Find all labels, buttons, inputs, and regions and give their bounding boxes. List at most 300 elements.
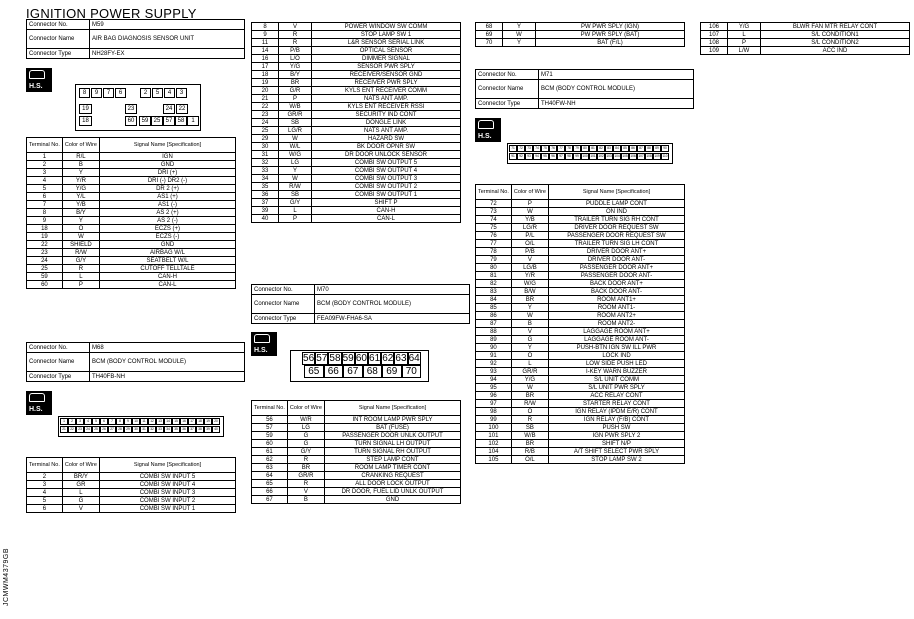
m70-signal-table: Terminal No. Color of Wire Signal Name [Specification] 56 W/R INT ROOM LAMP PWR SPLY 57 LG BAT (FUSE) 59 G PASSENGER DOOR UNLK OUTPUT 60 G TURN SIGNAL LH OUTPUT 61 G/Y TURN SIGNAL RH OUTPUT 62 R STEP LAMP CONT 63 BR ROOM LAMP TIMER CONT 64 GR/R CRANKING REQUEST 65 R ALL DOOR LOCK OUTPUT 66 V DR DOOR, FUEL LID UNLK OUTPUT 67 B GND bbox=[251, 400, 461, 504]
connector-pin: 59 bbox=[342, 353, 354, 364]
m68-signal-table-cont bbox=[251, 22, 461, 223]
wire-color-cell: GR bbox=[62, 481, 99, 489]
table-row bbox=[476, 248, 685, 256]
table-row bbox=[252, 79, 461, 87]
connector-pin: 97 bbox=[557, 153, 565, 160]
connector-pin: 79 bbox=[573, 145, 581, 152]
signal-name-cell: COMBI SW INPUT 2 bbox=[99, 497, 235, 505]
terminal-cell: 94 bbox=[476, 376, 512, 384]
terminal-cell: 4 bbox=[27, 489, 63, 497]
connector-pin: 92 bbox=[517, 153, 525, 160]
table-row bbox=[476, 296, 685, 304]
signal-name-cell: DRI (-) DR2 (-) bbox=[99, 177, 235, 185]
signal-name-cell: PUDDLE LAMP CONT bbox=[548, 200, 684, 208]
terminal-cell: 56 bbox=[252, 416, 288, 424]
signal-name-cell: KYLS ENT RECEIVER RSSI bbox=[312, 103, 461, 111]
connector-pin: 31 bbox=[140, 426, 148, 433]
signal-name-cell: AIRBAG W/L bbox=[99, 249, 235, 257]
signal-name-cell: GND bbox=[324, 496, 460, 504]
table-row bbox=[476, 432, 685, 440]
table-row bbox=[252, 488, 461, 496]
wire-color-cell: R bbox=[279, 39, 312, 47]
table-row bbox=[476, 312, 685, 320]
table-row bbox=[252, 199, 461, 207]
signal-name-cell: BAT (FUSE) bbox=[324, 424, 460, 432]
wire-color-cell: SHIELD bbox=[62, 241, 99, 249]
harness-side-icon: H.S. bbox=[26, 68, 52, 92]
signal-name-cell: LAGGAGE ROOM ANT+ bbox=[548, 328, 684, 336]
connector-pin: 7 bbox=[103, 88, 114, 98]
wire-color-cell: L bbox=[62, 273, 99, 281]
connector-pin: 36 bbox=[180, 426, 188, 433]
connector-pin: 19 bbox=[204, 418, 212, 425]
table-row bbox=[27, 273, 236, 281]
terminal-cell: 62 bbox=[252, 456, 288, 464]
connector-pin: 9 bbox=[124, 418, 132, 425]
signal-name-cell: A/T SHIFT SELECT PWR SPLY bbox=[548, 448, 684, 456]
connector-pin: 57 bbox=[163, 116, 175, 126]
m71-connector-info: Connector No. M71 Connector Name BCM (BODY CONTROL MODULE) Connector Type TH40FW-NH bbox=[475, 69, 694, 109]
signal-name-cell: SENSOR PWR SPLY bbox=[312, 63, 461, 71]
table-row bbox=[476, 200, 685, 208]
table-row bbox=[27, 497, 236, 505]
wire-color-cell: R/W bbox=[511, 400, 548, 408]
wire-color-cell: BR/Y bbox=[62, 473, 99, 481]
connector-pin: 65 bbox=[304, 365, 324, 378]
connector-pin: 58 bbox=[329, 353, 341, 364]
wire-color-cell: LG bbox=[287, 424, 324, 432]
signal-name-cell: S/L CONDITION2 bbox=[761, 39, 910, 47]
connector-pin: 89 bbox=[653, 145, 661, 152]
signal-name-cell: COMBI SW OUTPUT 3 bbox=[312, 175, 461, 183]
table-row bbox=[252, 31, 461, 39]
connector-pin: 25 bbox=[151, 116, 163, 126]
m71-signal-table: Terminal No. Color of Wire Signal Name [Specification] 72 P PUDDLE LAMP CONT 73 W ON IND 74 Y/B TRAILER TURN SIG RH CONT 75 LG/R DRIVER DOOR REQUEST SW 76 P/L PASSENGER DOOR REQUEST SW 77 O/L TRAILER TURN SIG LH CONT 78 P/B DRIVER DOOR ANT+ 79 V DRIVER DOOR ANT- 80 LG/B PASSENGER DOOR ANT+ 81 Y/R PASSENGER DOOR ANT- 82 W/G BACK DOOR ANT+ 83 B/W BACK DOOR ANT- 84 BR ROOM ANT1+ 85 Y ROOM ANT1- 86 W ROOM ANT2+ 87 B ROOM ANT2- 88 V LAGGAGE ROOM ANT+ 89 G LAGGAGE ROOM ANT- 90 Y PUSH-BTN IGN SW ILL PWR 91 O LOCK IND 92 L LOW SIDE PUSH LED 93 GR/R I-KEY WARN BUZZER 94 Y/G S/L UNIT COMM 95 W S/L UNIT PWR SPLY 96 BR ACC RELAY CONT 97 R/W STARTER RELAY CONT 98 O IGN RELAY (IPDM E/R) CONT 99 R IGN RELAY (F/B) CONT 100 SB PUSH SW 101 W/B IGN PWR SPLY 2 102 BR SHIFT N/P 104 R/B A/T SHIFT SELECT PWR SPLY 105 O/L STOP LAMP SW 2 bbox=[475, 184, 685, 464]
table-row bbox=[27, 233, 236, 241]
wire-color-cell: V bbox=[62, 505, 99, 513]
signal-name-cell: PUSH SW bbox=[548, 424, 684, 432]
terminal-cell: 95 bbox=[476, 384, 512, 392]
table-row bbox=[476, 360, 685, 368]
signal-name-cell: RECEIVER PWR SPLY bbox=[312, 79, 461, 87]
wire-color-cell: LG/B bbox=[511, 264, 548, 272]
terminal-cell: 91 bbox=[476, 352, 512, 360]
table-row bbox=[27, 169, 236, 177]
connector-pin: 76 bbox=[549, 145, 557, 152]
table-row bbox=[252, 111, 461, 119]
wire-color-cell: P/B bbox=[279, 47, 312, 55]
terminal-cell: 17 bbox=[252, 63, 279, 71]
terminal-cell: 6 bbox=[27, 505, 63, 513]
terminal-cell: 21 bbox=[252, 95, 279, 103]
wire-color-cell: Y/G bbox=[511, 376, 548, 384]
wire-color-cell: B bbox=[511, 320, 548, 328]
table-row bbox=[27, 153, 236, 161]
connector-pin: 29 bbox=[124, 426, 132, 433]
wire-color-cell: Y/B bbox=[62, 201, 99, 209]
connector-pin: 60 bbox=[125, 116, 137, 126]
table-row bbox=[252, 55, 461, 63]
connector-pin: 22 bbox=[68, 426, 76, 433]
signal-name-cell: NATS ANT AMP. bbox=[312, 95, 461, 103]
wire-color-cell: BR bbox=[511, 392, 548, 400]
wire-color-cell: O/L bbox=[511, 456, 548, 464]
table-row bbox=[252, 159, 461, 167]
wire-color-cell: R bbox=[511, 416, 548, 424]
wire-color-cell: O/L bbox=[511, 240, 548, 248]
signal-name-cell: COMBI SW OUTPUT 1 bbox=[312, 191, 461, 199]
terminal-cell: 23 bbox=[27, 249, 63, 257]
wire-color-cell: W/R bbox=[287, 416, 324, 424]
terminal-cell: 36 bbox=[252, 191, 279, 199]
table-row bbox=[252, 151, 461, 159]
connector-pin: 63 bbox=[395, 353, 407, 364]
terminal-cell: 24 bbox=[27, 257, 63, 265]
wire-color-cell: Y bbox=[511, 304, 548, 312]
wire-color-cell: R/W bbox=[279, 183, 312, 191]
signal-name-cell: COMBI SW INPUT 4 bbox=[99, 481, 235, 489]
wire-color-cell: L bbox=[511, 360, 548, 368]
connector-pin: 3 bbox=[76, 418, 84, 425]
connector-pin: 1 bbox=[60, 418, 68, 425]
terminal-cell: 85 bbox=[476, 304, 512, 312]
table-row bbox=[27, 257, 236, 265]
connector-pin: 58 bbox=[175, 116, 187, 126]
signal-name-cell: COMBI SW INPUT 1 bbox=[99, 505, 235, 513]
table-row bbox=[252, 47, 461, 55]
table-row bbox=[27, 489, 236, 497]
table-row bbox=[27, 241, 236, 249]
connector-pin: 68 bbox=[363, 365, 383, 378]
table-row bbox=[252, 456, 461, 464]
connector-pin: 86 bbox=[629, 145, 637, 152]
signal-name-cell: SECURITY IND CONT bbox=[312, 111, 461, 119]
terminal-cell: 33 bbox=[252, 167, 279, 175]
table-row bbox=[27, 177, 236, 185]
signal-name-cell: ALL DOOR LOCK OUTPUT bbox=[324, 480, 460, 488]
terminal-cell: 37 bbox=[252, 199, 279, 207]
terminal-cell: 57 bbox=[252, 424, 288, 432]
wire-color-cell: Y bbox=[503, 23, 536, 31]
terminal-cell: 75 bbox=[476, 224, 512, 232]
wire-color-cell: G bbox=[511, 336, 548, 344]
connector-pin: 6 bbox=[100, 418, 108, 425]
signal-name-cell: BAT (F/L) bbox=[536, 39, 685, 47]
terminal-cell: 4 bbox=[27, 177, 63, 185]
connector-pin: 23 bbox=[76, 426, 84, 433]
wire-color-cell: B bbox=[287, 496, 324, 504]
table-row bbox=[476, 384, 685, 392]
terminal-cell: 93 bbox=[476, 368, 512, 376]
signal-name-cell: BACK DOOR ANT+ bbox=[548, 280, 684, 288]
terminal-cell: 64 bbox=[252, 472, 288, 480]
wire-color-cell: P bbox=[511, 200, 548, 208]
connector-pin: 5 bbox=[152, 88, 163, 98]
terminal-cell: 89 bbox=[476, 336, 512, 344]
table-row bbox=[476, 448, 685, 456]
table-row bbox=[476, 39, 685, 47]
harness-side-icon: H.S. bbox=[251, 332, 277, 356]
connector-pin: 78 bbox=[565, 145, 573, 152]
wire-color-cell: Y bbox=[511, 344, 548, 352]
connector-pin: 22 bbox=[176, 104, 188, 114]
wire-color-cell: P bbox=[728, 39, 761, 47]
document-code: JCMWM4379GB bbox=[3, 548, 10, 607]
connector-pin: 39 bbox=[204, 426, 212, 433]
connector-pin: 57 bbox=[316, 353, 328, 364]
wire-color-cell: GR/R bbox=[279, 111, 312, 119]
table-row bbox=[476, 304, 685, 312]
connector-pin: 69 bbox=[382, 365, 402, 378]
connector-pin: 96 bbox=[549, 153, 557, 160]
signal-name-cell: ROOM ANT1+ bbox=[548, 296, 684, 304]
signal-name-cell: SHIFT P bbox=[312, 199, 461, 207]
table-row bbox=[252, 119, 461, 127]
table-row bbox=[252, 143, 461, 151]
table-row bbox=[27, 249, 236, 257]
wire-color-cell: Y bbox=[279, 167, 312, 175]
wire-color-cell: P bbox=[279, 95, 312, 103]
connector-pin: 4 bbox=[84, 418, 92, 425]
connector-pin: 7 bbox=[108, 418, 116, 425]
wire-color-cell: R bbox=[279, 31, 312, 39]
table-row bbox=[252, 175, 461, 183]
wire-color-cell: G bbox=[62, 497, 99, 505]
terminal-cell: 86 bbox=[476, 312, 512, 320]
signal-name-cell: ROOM ANT1- bbox=[548, 304, 684, 312]
table-row bbox=[252, 480, 461, 488]
connector-pin: 13 bbox=[156, 418, 164, 425]
table-row bbox=[476, 216, 685, 224]
signal-name-cell: STOP LAMP SW 2 bbox=[548, 456, 684, 464]
connector-pin: 37 bbox=[188, 426, 196, 433]
table-row bbox=[252, 472, 461, 480]
signal-name-cell: ACC IND bbox=[761, 47, 910, 55]
terminal-cell: 109 bbox=[701, 47, 728, 55]
wire-color-cell: Y/G bbox=[62, 185, 99, 193]
signal-name-cell: HAZARD SW bbox=[312, 135, 461, 143]
table-row bbox=[476, 288, 685, 296]
terminal-cell: 87 bbox=[476, 320, 512, 328]
signal-name-cell: S/L UNIT PWR SPLY bbox=[548, 384, 684, 392]
terminal-cell: 60 bbox=[27, 281, 63, 289]
connector-pin: 2 bbox=[68, 418, 76, 425]
connector-pin: 98 bbox=[565, 153, 573, 160]
signal-name-cell: ROOM LAMP TIMER CONT bbox=[324, 464, 460, 472]
signal-name-cell: RECEIVER/SENSOR GND bbox=[312, 71, 461, 79]
terminal-cell: 24 bbox=[252, 119, 279, 127]
connector-pin: 25 bbox=[92, 426, 100, 433]
signal-name-cell: BLWR FAN MTR RELAY CONT bbox=[761, 23, 910, 31]
signal-name-cell: PW PWR SPLY (BAT) bbox=[536, 31, 685, 39]
connector-pin: 90 bbox=[661, 145, 669, 152]
signal-name-cell: IGN PWR SPLY 2 bbox=[548, 432, 684, 440]
connector-pin: 30 bbox=[132, 426, 140, 433]
terminal-cell: 5 bbox=[27, 185, 63, 193]
connector-pin: 67 bbox=[343, 365, 363, 378]
terminal-cell: 99 bbox=[476, 416, 512, 424]
terminal-cell: 81 bbox=[476, 272, 512, 280]
terminal-cell: 16 bbox=[252, 55, 279, 63]
page-title: IGNITION POWER SUPPLY bbox=[26, 6, 197, 21]
connector-pin: 35 bbox=[172, 426, 180, 433]
connector-pin: 80 bbox=[581, 145, 589, 152]
table-row bbox=[252, 127, 461, 135]
wire-color-cell: W bbox=[503, 31, 536, 39]
connector-pin: 102 bbox=[598, 154, 604, 158]
terminal-cell: 19 bbox=[27, 233, 63, 241]
wire-color-cell: R/W bbox=[62, 249, 99, 257]
connector-pin: 4 bbox=[164, 88, 175, 98]
terminal-cell: 97 bbox=[476, 400, 512, 408]
table-row bbox=[701, 31, 910, 39]
connector-pin: 40 bbox=[212, 426, 220, 433]
wire-color-cell: B/Y bbox=[279, 71, 312, 79]
signal-name-cell: DONGLE LINK bbox=[312, 119, 461, 127]
connector-pin: 91 bbox=[509, 153, 517, 160]
signal-name-cell: S/L CONDITION1 bbox=[761, 31, 910, 39]
signal-name-cell: PW PWR SPLY (IGN) bbox=[536, 23, 685, 31]
signal-name-cell: CAN-H bbox=[99, 273, 235, 281]
signal-name-cell: DRI (+) bbox=[99, 169, 235, 177]
connector-pin: 27 bbox=[108, 426, 116, 433]
signal-name-cell: STOP LAMP SW 1 bbox=[312, 31, 461, 39]
harness-side-icon: H.S. bbox=[26, 391, 52, 415]
terminal-cell: 35 bbox=[252, 183, 279, 191]
wire-color-cell: V bbox=[279, 23, 312, 31]
connector-pin: 72 bbox=[517, 145, 525, 152]
terminal-cell: 25 bbox=[252, 127, 279, 135]
table-row bbox=[27, 217, 236, 225]
table-row bbox=[252, 215, 461, 223]
connector-pin: 59 bbox=[139, 116, 151, 126]
terminal-cell: 11 bbox=[252, 39, 279, 47]
wire-color-cell: Y/G bbox=[279, 63, 312, 71]
signal-name-cell: COMBI SW OUTPUT 2 bbox=[312, 183, 461, 191]
wire-color-cell: BR bbox=[279, 79, 312, 87]
connector-pin: 1 bbox=[187, 116, 199, 126]
terminal-cell: 18 bbox=[27, 225, 63, 233]
signal-name-cell: KYLS ENT RECEIVER COMM bbox=[312, 87, 461, 95]
signal-name-cell: SEATBELT W/L bbox=[99, 257, 235, 265]
table-row bbox=[701, 23, 910, 31]
signal-name-cell: BACK DOOR ANT- bbox=[548, 288, 684, 296]
signal-name-cell: PASSENGER DOOR UNLK OUTPUT bbox=[324, 432, 460, 440]
terminal-cell: 19 bbox=[252, 79, 279, 87]
signal-name-cell: TRAILER TURN SIG RH CONT bbox=[548, 216, 684, 224]
signal-name-cell: STEP LAMP CONT bbox=[324, 456, 460, 464]
m59-signal-table: Terminal No. Color of Wire Signal Name [Specification] 1 R/L IGN 2 B GND 3 Y DRI (+) 4 Y/R DRI (-) DR2 (-) 5 Y/G DR 2 (+) 6 Y/L AS1 (+) 7 Y/B AS1 (-) 8 B/Y AS 2 (+) 9 Y AS 2 (-) 18 O ECZS (+) 19 W ECZS (-) 22 SHIELD GND 23 R/W AIRBAG W/L 24 G/Y SEATBELT W/L 25 R CUTOFF TELLTALE 59 L CAN-H 60 P CAN-L bbox=[26, 137, 236, 289]
m71-signal-table-cont bbox=[700, 22, 910, 55]
terminal-cell: 101 bbox=[476, 432, 512, 440]
terminal-cell: 80 bbox=[476, 264, 512, 272]
terminal-cell: 59 bbox=[27, 273, 63, 281]
terminal-cell: 60 bbox=[252, 440, 288, 448]
wire-color-cell: R/B bbox=[511, 448, 548, 456]
signal-name-cell: COMBI SW OUTPUT 4 bbox=[312, 167, 461, 175]
connector-pin: 2 bbox=[140, 88, 151, 98]
table-row bbox=[252, 448, 461, 456]
wire-color-cell: L/W bbox=[728, 47, 761, 55]
connector-pin: 56 bbox=[303, 353, 315, 364]
terminal-cell: 82 bbox=[476, 280, 512, 288]
signal-name-cell: GND bbox=[99, 241, 235, 249]
terminal-cell: 18 bbox=[252, 71, 279, 79]
terminal-cell: 88 bbox=[476, 328, 512, 336]
connector-pin: 75 bbox=[541, 145, 549, 152]
connector-pin: 61 bbox=[369, 353, 381, 364]
connector-pin: 62 bbox=[382, 353, 394, 364]
connector-pin: 66 bbox=[324, 365, 344, 378]
signal-name-cell: IGN RELAY (F/B) CONT bbox=[548, 416, 684, 424]
terminal-cell: 107 bbox=[701, 31, 728, 39]
terminal-cell: 22 bbox=[27, 241, 63, 249]
table-row bbox=[252, 63, 461, 71]
connector-pin: 105 bbox=[622, 154, 628, 158]
table-row bbox=[476, 424, 685, 432]
connector-pin: 70 bbox=[402, 365, 422, 378]
terminal-cell: 79 bbox=[476, 256, 512, 264]
table-row bbox=[252, 440, 461, 448]
wire-color-cell: Y/G bbox=[728, 23, 761, 31]
terminal-cell: 20 bbox=[252, 87, 279, 95]
wire-color-cell: W/B bbox=[279, 103, 312, 111]
terminal-cell: 25 bbox=[27, 265, 63, 273]
terminal-cell: 34 bbox=[252, 175, 279, 183]
terminal-cell: 14 bbox=[252, 47, 279, 55]
wire-color-cell: SB bbox=[511, 424, 548, 432]
terminal-cell: 30 bbox=[252, 143, 279, 151]
table-row bbox=[476, 376, 685, 384]
signal-name-cell: IGN RELAY (IPDM E/R) CONT bbox=[548, 408, 684, 416]
signal-name-cell: DR 2 (+) bbox=[99, 185, 235, 193]
terminal-cell: 108 bbox=[701, 39, 728, 47]
table-row bbox=[27, 185, 236, 193]
connector-pin: 94 bbox=[533, 153, 541, 160]
wire-color-cell: Y bbox=[503, 39, 536, 47]
table-row bbox=[252, 23, 461, 31]
signal-name-cell: CAN-H bbox=[312, 207, 461, 215]
signal-name-cell: TURN SIGNAL RH OUTPUT bbox=[324, 448, 460, 456]
table-row bbox=[252, 464, 461, 472]
wire-color-cell: LG bbox=[279, 159, 312, 167]
terminal-cell: 69 bbox=[476, 31, 503, 39]
wire-color-cell: B/W bbox=[511, 288, 548, 296]
table-row bbox=[701, 47, 910, 55]
table-row bbox=[252, 71, 461, 79]
terminal-cell: 73 bbox=[476, 208, 512, 216]
connector-pin: 24 bbox=[84, 426, 92, 433]
wire-color-cell: G/R bbox=[279, 87, 312, 95]
signal-name-cell: INT ROOM LAMP PWR SPLY bbox=[324, 416, 460, 424]
wire-color-cell: O bbox=[511, 352, 548, 360]
connector-pin: 18 bbox=[196, 418, 204, 425]
terminal-cell: 78 bbox=[476, 248, 512, 256]
signal-name-cell: DR DOOR UNLOCK SENSOR bbox=[312, 151, 461, 159]
wire-color-cell: GR/R bbox=[511, 368, 548, 376]
signal-name-cell: CRANKING REQUEST bbox=[324, 472, 460, 480]
signal-name-cell: SHIFT N/P bbox=[548, 440, 684, 448]
terminal-cell: 100 bbox=[476, 424, 512, 432]
connector-pin: 99 bbox=[573, 153, 581, 160]
table-row bbox=[252, 496, 461, 504]
signal-name-cell: ROOM ANT2- bbox=[548, 320, 684, 328]
signal-name-cell: LAGGAGE ROOM ANT- bbox=[548, 336, 684, 344]
wire-color-cell: W bbox=[279, 135, 312, 143]
connector-pin: 8 bbox=[79, 88, 90, 98]
wire-color-cell: O bbox=[62, 225, 99, 233]
connector-pin: 6 bbox=[115, 88, 126, 98]
